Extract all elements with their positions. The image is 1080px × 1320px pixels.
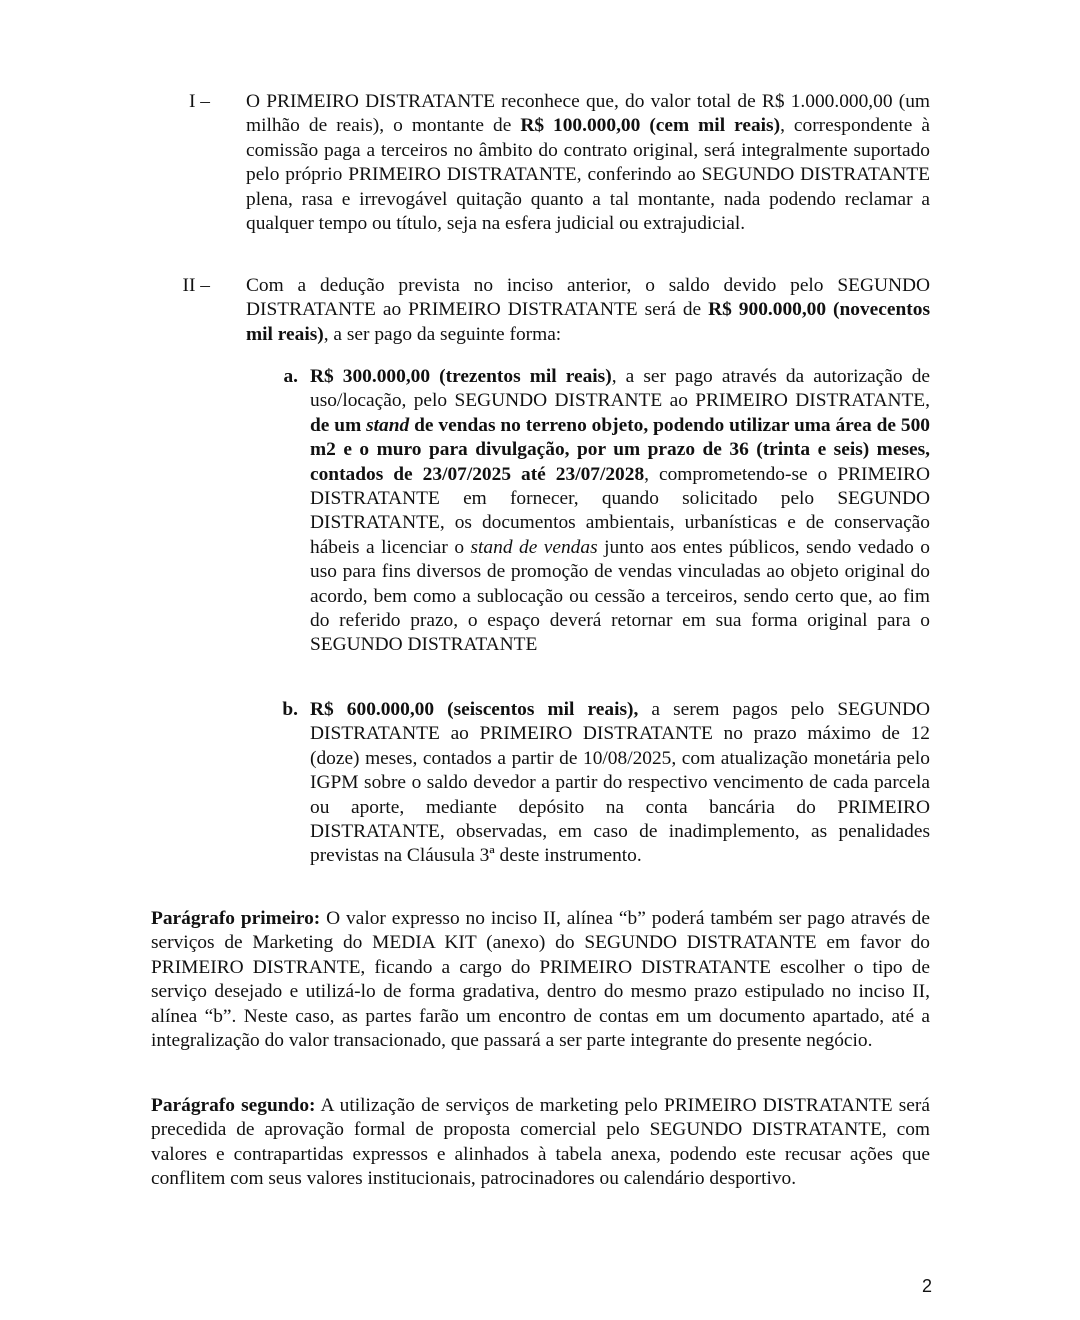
subclause-bold: de um	[310, 414, 367, 436]
subclause-bold: de vendas no terreno objeto, podendo utilizar uma área de 500 m2 e o muro para divulgação, por um prazo de 36 (trinta e seis) meses, contados de 23/07/2025 até 23/07/2028	[310, 414, 930, 485]
subclause-letter: b.	[282, 699, 298, 720]
clause-bold-amount: R$ 100.000,00 (cem mil reais)	[520, 115, 781, 137]
paragraph-label: Parágrafo segundo:	[151, 1095, 316, 1116]
clause-text	[246, 274, 930, 347]
clause-text-part: , correspondente à comissão paga a terceiros no âmbito do contrato original, será integralmente suportado pelo próprio PRIMEIRO DISTRATANTE, conferindo ao SEGUNDO DISTRATANTE plena, rasa e irrevogável quitação quanto a tal montante, nada podendo reclamar a qualquer tempo ou título, seja na esfera judicial ou extrajudicial.	[246, 115, 930, 235]
subclause-text-part: , a ser pago através da autorização de uso/locação, pelo SEGUNDO DISTRANTE ao PRIMEIRO DISTRATANTE,	[310, 366, 930, 412]
subclause-text-part: junto aos entes públicos, sendo vedado o uso para fins diversos de promoção de vendas vinculadas ao objeto original do acordo, bem como a sublocação ou cessão a terceiros, sendo certo que, ao fim do referido prazo, o espaço deverá retornar em sua forma original para o SEGUNDO DISTRATANTE	[310, 536, 930, 656]
clause-text	[246, 90, 930, 236]
paragraph-label: Parágrafo primeiro:	[151, 908, 321, 929]
clause-number: II –	[182, 275, 210, 296]
page-number: 2	[921, 1276, 932, 1296]
paragraph-text: O valor expresso no inciso II, alínea “b” poderá também ser pago através de serviços de Marketing do MEDIA KIT (anexo) do SEGUNDO DISTRATANTE em favor do PRIMEIRO DISTRANTE, ficando a cargo do PRIMEIRO DISTRATANTE escolher o tipo de serviço desejado e utilizá-lo de forma gradativa, dentro do mesmo prazo estipulado no inciso II, alínea “b”. Neste caso, as partes farão um encontro de contas em um documento apartado, até a integralização do valor transacionado, que passará a ser parte integrante do presente negócio.	[151, 908, 930, 1052]
paragraph-text: A utilização de serviços de marketing pelo PRIMEIRO DISTRATANTE será precedida de aprovação formal de proposta comercial pelo SEGUNDO DISTRATANTE, com valores e contrapartidas expressos e alinhados à tabela anexa, podendo este recusar ações que conflitem com seus valores institucionais, patrocinadores ou calendário desportivo.	[151, 1095, 930, 1190]
clause-bold-amount: R$ 900.000,00 (novecentos mil reais)	[246, 299, 930, 345]
subclause-bold: R$ 600.000,00 (seiscentos mil reais),	[310, 699, 639, 720]
clause-number: I –	[188, 91, 210, 112]
paragraph-second	[151, 1094, 930, 1192]
subclause-text-part: , comprometendo-se o PRIMEIRO DISTRATANTE em fornecer, quando solicitado pelo SEGUNDO DISTRATANTE, os documentos ambientais, urbanísticas e de conservação hábeis a licenciar o	[310, 463, 930, 558]
subclause-italic: stand de vendas	[470, 536, 598, 558]
subclause-text-part: a serem pagos pelo SEGUNDO DISTRATANTE ao PRIMEIRO DISTRATANTE no prazo máximo de 12 (doze) meses, contados a partir de 10/08/2025, com atualização monetária pelo IGPM sobre o saldo devedor a partir do respectivo vencimento de cada parcela ou aporte, mediante depósito na conta bancária do PRIMEIRO DISTRATANTE, observadas, em caso de inadimplemento, as penalidades previstas na Cláusula 3ª deste instrumento.	[310, 699, 930, 867]
subclause-b	[270, 698, 930, 869]
paragraph-first	[151, 907, 930, 1053]
subclause-text	[310, 365, 930, 658]
subclause-letter: a.	[283, 366, 298, 387]
clause-item-1	[150, 90, 930, 236]
clause-text-part: Com a dedução prevista no inciso anterior, o saldo devido pelo SEGUNDO DISTRATANTE ao PRIMEIRO DISTRATANTE será de	[246, 275, 930, 321]
subclause-a	[270, 365, 930, 658]
clause-text-part: O PRIMEIRO DISTRATANTE reconhece que, do valor total de R$ 1.000.000,00 (um milhão de reais), o montante de	[246, 91, 930, 137]
clause-text-part: , a ser pago da seguinte forma:	[323, 323, 562, 345]
subclause-bold: R$ 300.000,00 (trezentos mil reais)	[310, 366, 612, 387]
clause-item-2	[150, 274, 930, 347]
subclause-text	[310, 698, 930, 869]
subclause-bold-italic: stand	[366, 414, 410, 436]
